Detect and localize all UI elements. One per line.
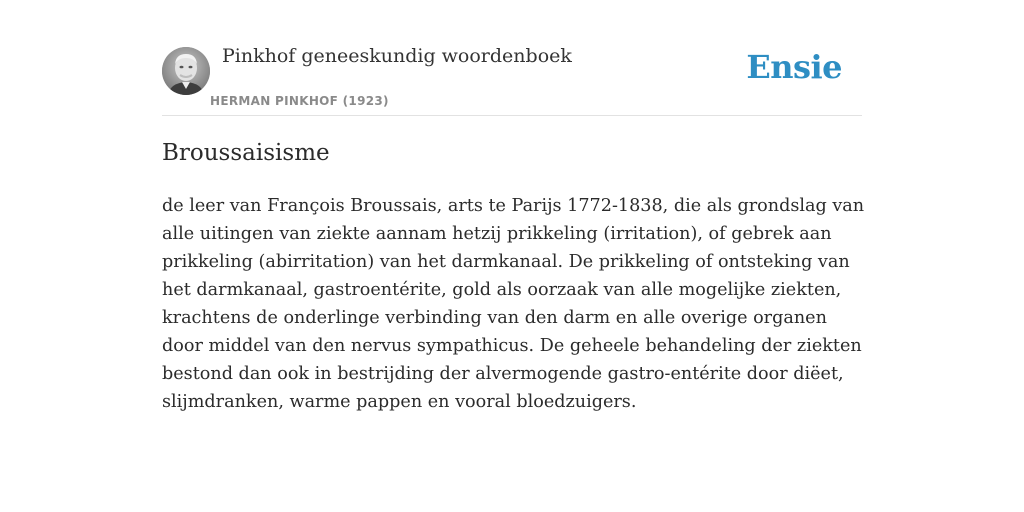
author-portrait-icon [162,47,210,95]
dictionary-header [162,40,862,116]
entry-definition: de leer van François Broussais, arts te Parijs 1772-1838, die als grondslag van alle uitingen van ziekte aannam hetzij prikkeling (irritation), of gebrek aan prikkeling (abirritation) van het darmkanaal. De prikkeling of ontsteking van het darmkanaal, gastroentérite, gold als oorzaak van alle mogelijke ziekten, krachtens de onderlinge verbinding van den darm en alle overige organen door middel van den nervus sympathicus. De geheele behandeling der ziekten bestond dan ook in bestrijding der alvermogende gastro-entérite door diëet, slijmdranken, warme pappen en vooral bloedzuigers. [162,196,865,412]
dictionary-title-link[interactable]: Pinkhof geneeskundig woordenboek [222,45,572,67]
entry-term: Broussaisisme [162,140,330,166]
ensie-logo-link[interactable]: Ensie [746,48,842,86]
dictionary-author: HERMAN PINKHOF (1923) [210,94,389,108]
author-avatar [162,47,210,95]
